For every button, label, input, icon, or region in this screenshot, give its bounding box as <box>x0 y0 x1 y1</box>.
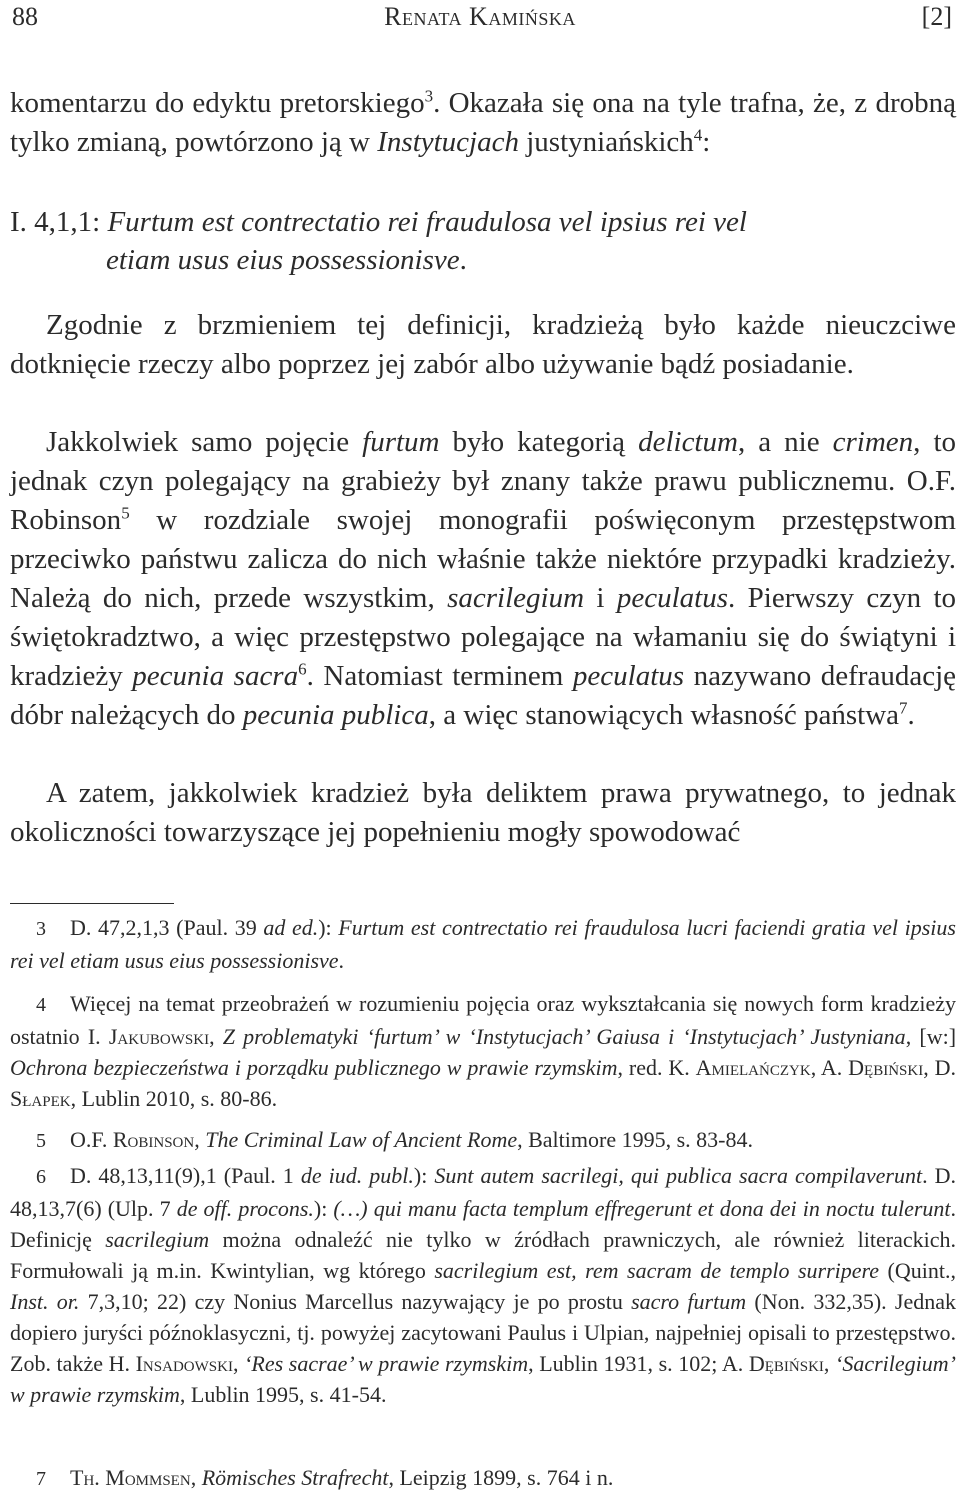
paragraph-text: Zgodnie z brzmieniem tej definicji, kradzieżą było każde nieuczciwe dotknięcie rzeczy albo poprzez jej zabór albo używanie bądź posiadanie. <box>10 309 956 380</box>
text: D. 48,13,11(9),1 (Paul. 1 <box>70 1163 301 1188</box>
text: ): <box>313 1196 334 1221</box>
text: nazywano defraudację dóbr należących do <box>10 660 956 731</box>
text: , Lublin 1931, s. 102; A. <box>528 1351 749 1376</box>
work-title: Ochrona bezpieczeństwa i porządku publicznego w prawie rzymskim <box>10 1055 618 1080</box>
emphasis: de iud. publ. <box>300 1163 414 1188</box>
paragraph-definition <box>10 306 956 384</box>
term: pecunia publica <box>242 699 429 731</box>
running-head-author: Renata Kamińska <box>384 2 576 31</box>
author-name: Amielańczyk <box>695 1055 811 1080</box>
running-header <box>0 0 960 40</box>
author-name: Robinson <box>112 1127 195 1152</box>
text: 7,3,10; 22) czy Nonius Marcellus nazywający je po prostu <box>79 1289 632 1314</box>
term: sacro furtum <box>631 1289 747 1314</box>
emphasis: Inst. or. <box>10 1289 80 1314</box>
term: crimen <box>832 426 914 458</box>
text: , to jednak czyn polegający na grabieży był znany także prawu publicznemu. O.F. Robinson <box>10 426 957 536</box>
work-title: Z problematyki ‘furtum’ w ‘Instytucjach’ Gaiusa i ‘Instytucjach’ Justyniana <box>222 1024 906 1049</box>
author-name: Jakubowski <box>108 1024 210 1049</box>
author-name: Słapek <box>10 1086 71 1111</box>
text: , A. <box>810 1055 849 1080</box>
text: . Pierwszy czyn to świętokradztwo, a więc przestępstwo polegające na włamaniu się do świątyni i kradzieży <box>10 582 956 692</box>
text: , D. <box>923 1055 956 1080</box>
text: , Lublin 1995, s. 41-54. <box>179 1382 387 1407</box>
footnote-number: 5 <box>36 1130 46 1152</box>
text: ): <box>318 915 339 940</box>
text: , Leipzig 1899, s. 764 i n. <box>388 1465 614 1490</box>
author-name: Th. Mommsen <box>70 1465 191 1490</box>
footnote-number: 3 <box>36 918 46 940</box>
text: ): <box>413 1163 435 1188</box>
quote-line-2: etiam usus eius possessionisve <box>106 244 460 276</box>
quote-line-1: Furtum est contrectatio rei fraudulosa vel ipsius rei vel <box>107 206 747 238</box>
paragraph-conclusion <box>10 774 956 852</box>
footnote-ref-6[interactable]: 6 <box>298 659 307 679</box>
footnote-ref-3[interactable]: 3 <box>424 86 434 106</box>
text: (Quint., <box>879 1258 956 1283</box>
section-number: [2] <box>921 2 952 31</box>
work-title: ‘Res sacrae’ w prawie rzymskim <box>244 1351 529 1376</box>
text: i <box>584 582 617 614</box>
emphasis: de off. procons. <box>176 1196 314 1221</box>
text: O.F. <box>70 1127 113 1152</box>
term: sacrilegium <box>447 582 585 614</box>
text: Więcej na temat przeobrażeń w rozumieniu pojęcia oraz wykształcania się nowych form kradzieży ostatnio I. <box>10 991 956 1049</box>
footnote-number: 6 <box>36 1166 46 1188</box>
term: peculatus <box>572 660 685 692</box>
emphasis: Instytucjach <box>377 126 519 158</box>
paragraph-main <box>10 423 956 735</box>
text: . Okazała się ona na tyle trafna, że, z drobną tylko zmianą, powtórzono ją w <box>10 87 956 158</box>
text: , a więc stanowiących własność państwa <box>428 699 900 731</box>
footnote-3 <box>10 912 956 976</box>
text: , <box>209 1024 223 1049</box>
text: , Baltimore 1995, s. 83-84. <box>517 1127 753 1152</box>
footnote-7 <box>10 1462 956 1495</box>
term: furtum <box>362 426 440 458</box>
text: justyniańskich <box>518 126 694 158</box>
quote-reference: I. 4,1,1: <box>10 206 108 238</box>
footnote-ref-4[interactable]: 4 <box>693 125 703 145</box>
text: , <box>823 1351 836 1376</box>
term: sacrilegium <box>105 1227 210 1252</box>
text: , Lublin 2010, s. 80-86. <box>70 1086 278 1111</box>
text: . D. 48,13,7(6) (Ulp. 7 <box>10 1163 956 1221</box>
text: . Natomiast terminem <box>306 660 573 692</box>
footnote-separator <box>10 903 174 904</box>
footnote-number: 7 <box>36 1468 46 1490</box>
term: delictum <box>638 426 738 458</box>
footnote-5 <box>10 1124 956 1157</box>
text: . Definicję <box>10 1196 957 1252</box>
text: Jakkolwiek samo pojęcie <box>46 426 363 458</box>
term: peculatus <box>616 582 729 614</box>
latin-quote: sacrilegium est, rem sacram de templo surripere <box>434 1258 880 1283</box>
text: było kategorią <box>439 426 639 458</box>
latin-quote: Sunt autem sacrilegi, qui publica sacra compilaverunt <box>434 1163 923 1188</box>
text: . <box>338 948 345 973</box>
text: , <box>232 1351 245 1376</box>
footnote-number: 4 <box>36 994 46 1016</box>
term: pecunia sacra <box>132 660 299 692</box>
text: można odnaleźć nie tylko w źródłach prawniczych, ale również literackich. Formułowali ją m.in. Kwintylian, wg którego <box>10 1227 956 1283</box>
author-name: Dębiński <box>748 1351 824 1376</box>
author-name: Dębiński <box>848 1055 924 1080</box>
latin-quote: Furtum est contrectatio rei fraudulosa lucri faciendi gratia vel ipsius rei vel etiam usus eius possessionisve <box>10 915 956 973</box>
emphasis: ad ed. <box>263 915 319 940</box>
paragraph-intro <box>10 84 956 162</box>
footnote-4 <box>10 988 956 1114</box>
work-title: ‘Sacrilegium’ w prawie rzymskim <box>10 1351 956 1407</box>
paragraph-text: A zatem, jakkolwiek kradzież była deliktem prawa prywatnego, to jednak okoliczności towarzyszące jej popełnieniu mogły spowodować <box>10 777 956 848</box>
text: . <box>907 699 915 731</box>
text: komentarzu do edyktu pretorskiego <box>10 87 425 119</box>
footnote-ref-5[interactable]: 5 <box>121 503 130 523</box>
text: , <box>194 1127 206 1152</box>
text: : <box>702 126 711 158</box>
text: , <box>190 1465 202 1490</box>
text: D. 47,2,1,3 (Paul. 39 <box>70 915 264 940</box>
latin-quote: (…) qui manu facta templum effregerunt et dona dei in noctu tulerunt <box>333 1196 951 1221</box>
footnote-6 <box>10 1160 956 1410</box>
text: , a nie <box>737 426 833 458</box>
text: , [w:] <box>905 1024 957 1049</box>
text: , red. K. <box>617 1055 696 1080</box>
author-name: Insadowski <box>135 1351 233 1376</box>
text: w rozdziale swojej monografii poświęconym przestępstwom przeciwko państwu zalicza do nich właśnie także niektóre przypadki kradzieży. Należą do nich, przede wszystkim, <box>10 504 956 614</box>
text: (Non. 332,35). Jednak dopiero juryści późnoklasyczni, tj. powyżej zacytowani Paulus i Ulpian, najpełniej opisali to przestępstwo. Zob. także H. <box>10 1289 956 1376</box>
footnote-ref-7[interactable]: 7 <box>899 698 908 718</box>
page-number: 88 <box>12 2 38 31</box>
text: . <box>459 244 467 276</box>
work-title: Römisches Strafrecht <box>201 1465 389 1490</box>
block-quote <box>10 203 956 279</box>
work-title: The Criminal Law of Ancient Rome <box>205 1127 518 1152</box>
